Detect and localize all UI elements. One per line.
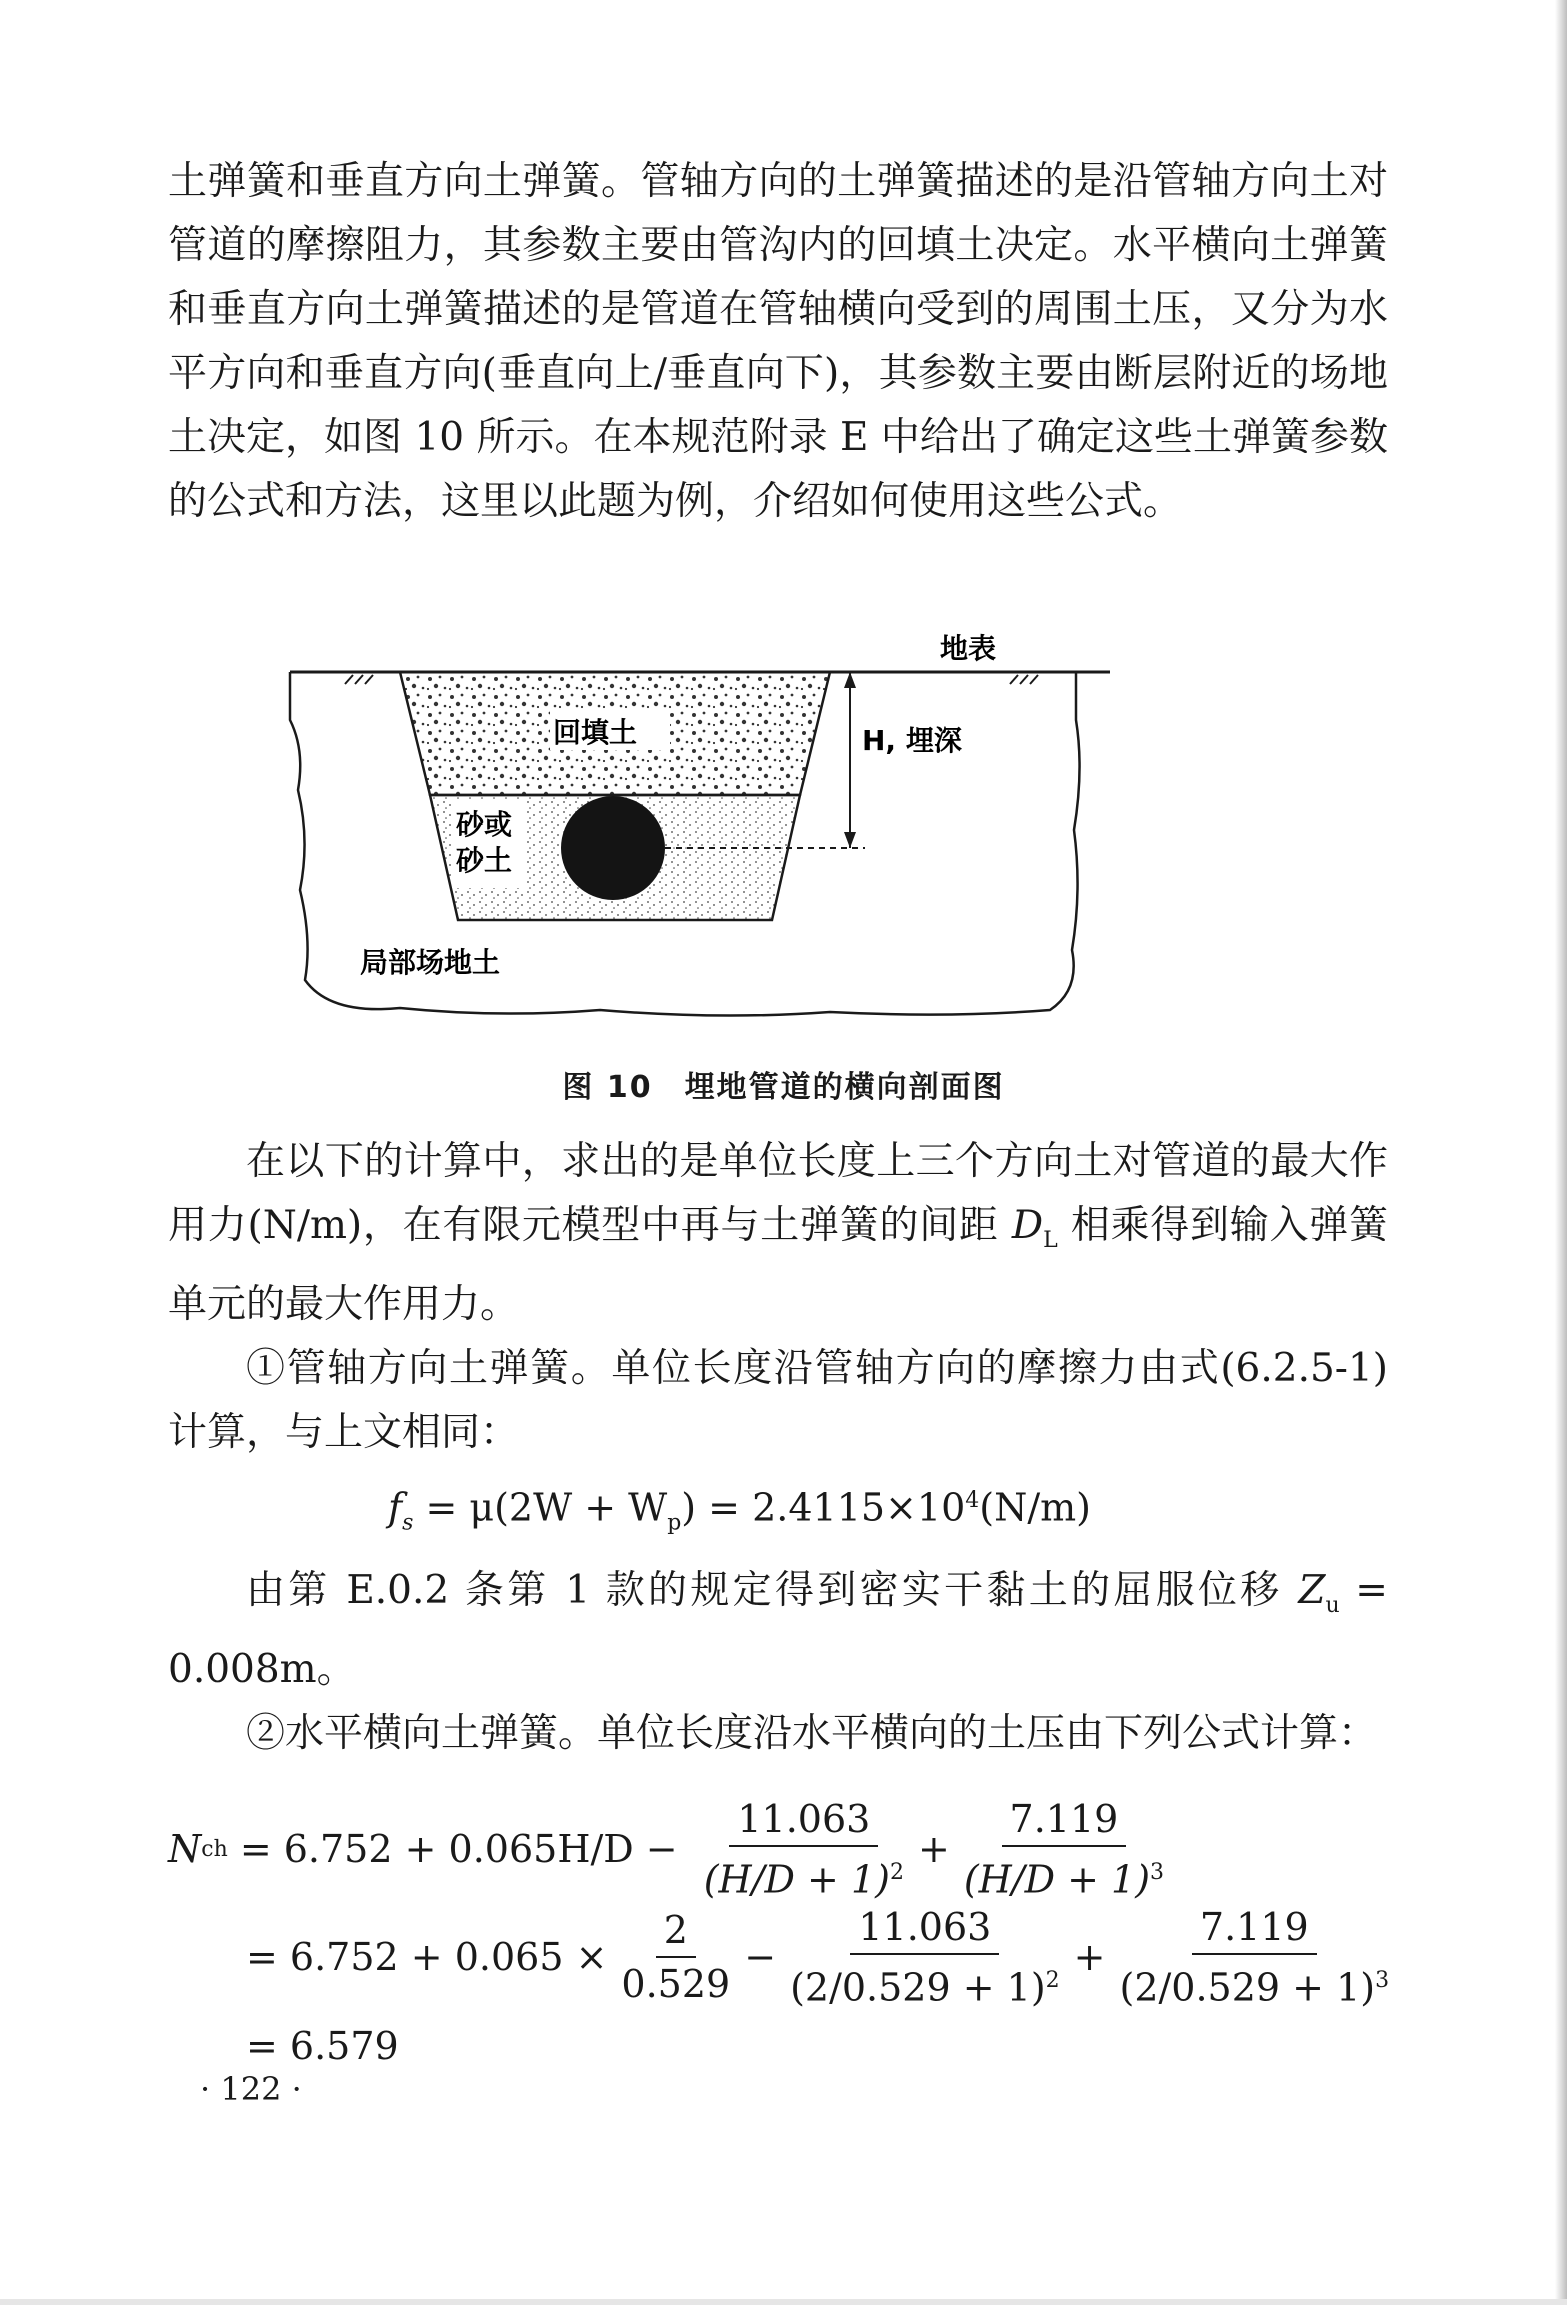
equation-nch-block: [168, 1795, 1388, 2081]
fraction-term-3: $\frac{7.119}{(H/D + 1)^3}$: [963, 1796, 1165, 1902]
paragraph-calculation-note: 在以下的计算中，求出的是单位长度上三个方向土对管道的最大作用力(N/m)，在有限元模型中再与土弹簧的间距 $D_L$ 相乘得到输入弹簧单元的最大作用力。: [168, 1139, 1388, 1327]
paragraph-yield-displacement: 由第 E.0.2 条第 1 款的规定得到密实干黏土的屈服位移 $Z_u = 0.008m$。: [168, 1568, 1388, 1692]
paragraph-axial-spring: ①管轴方向土弹簧。单位长度沿管轴方向的摩擦力由式(6.2.5-1)计算，与上文相同：: [168, 1345, 1388, 1455]
equation-row-1: N ch = 6.752 + 0.065H/D − $\frac{11.063}{(H/D + 1)^2}$ + $\frac{7.119}{(H/D + 1)^3}$: [168, 1795, 1388, 1903]
page-edge-shadow: [1555, 0, 1567, 2305]
page-number: · 122 ·: [200, 2070, 302, 2108]
equation-row-2: = 6.752 + 0.065 × $\frac{2}{0.529}$ − $\frac{11.063}{(2/0.529 + 1)^2}$ + $\frac{7.119}{(2/0.529 + 1)^3}$: [168, 1903, 1388, 2011]
fraction-substituted-2: $\frac{11.063}{(2/0.529 + 1)^2}$: [790, 1904, 1060, 2010]
label-surface: 地表: [940, 632, 997, 665]
label-sand-line1: 砂或: [456, 808, 513, 841]
equation-row-3: = 6.579: [246, 2024, 399, 2068]
pipe-cross-section-figure: [250, 620, 1150, 1040]
page-top-text: [168, 150, 1388, 534]
label-sand-line2: 砂土: [456, 844, 513, 877]
page-middle-text: [168, 1130, 1388, 1766]
paragraph-horizontal-spring: ②水平横向土弹簧。单位长度沿水平横向的土压由下列公式计算：: [246, 1710, 1378, 1756]
figure-caption: 图 10 埋地管道的横向剖面图: [562, 1070, 1005, 1105]
label-burial-depth: H, 埋深: [862, 724, 962, 757]
fraction-h-over-d: $\frac{2}{0.529}$: [621, 1908, 731, 2006]
page-bottom-edge: [0, 2299, 1567, 2305]
fraction-substituted-3: $\frac{7.119}{(2/0.529 + 1)^3}$: [1119, 1904, 1390, 2010]
formula-friction-force: $f_s = \mu(2W + W_p) = 2.4115\times 10^4(N/m)$: [388, 1485, 1092, 1536]
fraction-term-2: $\frac{11.063}{(H/D + 1)^2}$: [703, 1796, 904, 1902]
label-backfill: 回填土: [553, 716, 638, 749]
pipe-circle: [561, 796, 665, 900]
label-local-soil: 局部场地土: [360, 946, 501, 979]
paragraph-soil-springs-intro: 土弹簧和垂直方向土弹簧。管轴方向的土弹簧描述的是沿管轴方向土对管道的摩擦阻力，其参数主要由管沟内的回填土决定。水平横向土弹簧和垂直方向土弹簧描述的是管道在管轴横向受到的周围土压，又分为水平方向和垂直方向(垂直向上/垂直向下)，其参数主要由断层附近的场地土决定，如图 10 所示。在本规范附录 E 中给出了确定这些土弹簧参数的公式和方法，这里以此题为例，介绍如何使用这些公式。: [168, 159, 1388, 524]
